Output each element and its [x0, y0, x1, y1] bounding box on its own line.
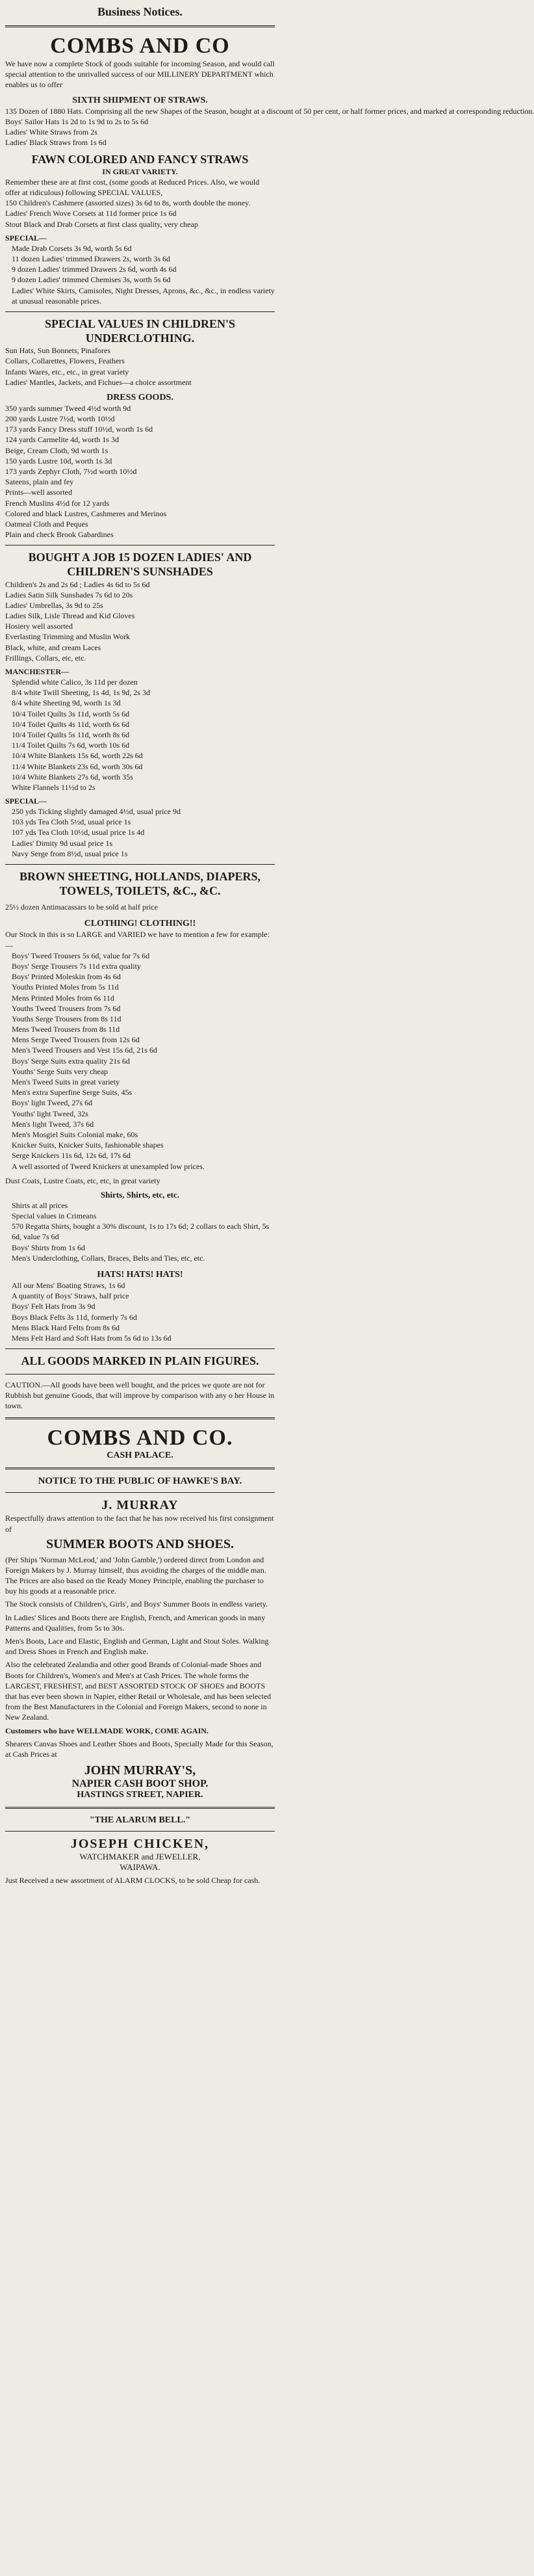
- cloth-line-11: Boys' Serge Suits extra quality 21s 6d: [12, 1056, 130, 1066]
- divider-10: [5, 1831, 275, 1832]
- man-line-10: 10/4 White Blankets 27s 6d, worth 35s: [12, 772, 133, 782]
- murray-intro: Respectfully draws attention to the fact that he has now received his first consignment of: [5, 1514, 274, 1534]
- dress-line-13: Plain and check Brook Gabardines: [5, 530, 114, 540]
- cloth-line-6: Youths Tweed Trousers from 7s 6d: [12, 1003, 121, 1013]
- top-divider: [5, 25, 275, 27]
- notice-line-3: In Ladies' Slices and Boots there are English, French, and American goods in many Patterns and Qualities, from 5s to 30s.: [5, 1612, 266, 1633]
- notice-heading: NOTICE TO THE PUBLIC OF HAWKE'S BAY.: [38, 1476, 242, 1487]
- chicken-note: Just Received a new assortment of ALARM CLOCKS, to be sold Cheap for cash.: [5, 1876, 261, 1886]
- man-line-9: 11/4 White Blankets 23s 6d, worth 30s 6d: [12, 761, 143, 771]
- job-list: [5, 579, 275, 664]
- cloth-line-3: Boys' Printed Moleskin from 4s 6d: [12, 972, 121, 982]
- dress-line-10: French Muslins 4½d for 12 yards: [5, 498, 109, 508]
- clothing-intro: Our Stock in this is so LARGE and VARIED we have to mention a few for example:—: [5, 930, 270, 950]
- man-line-8: 10/4 White Blankets 15s 6d, worth 22s 6d: [12, 751, 143, 761]
- cloth-line-4: Youths Printed Moles from 5s 11d: [12, 982, 119, 992]
- notice-section: [5, 1476, 275, 1800]
- clothing-title: CLOTHING! CLOTHING!!: [84, 919, 196, 929]
- dress-title: DRESS GOODS.: [107, 392, 173, 402]
- fawn-sub: IN GREAT VARIETY.: [102, 166, 178, 176]
- job-line-2: Ladies Satin Silk Sunshades 7s 6d to 20s: [5, 590, 133, 599]
- notice-line-6: Customers who have WELLMADE WORK, COME AGAIN.: [5, 1726, 209, 1735]
- cloth-line-8: Mens Tweed Trousers from 8s 11d: [12, 1025, 120, 1034]
- straw-line-4: Ladies' Black Straws from 1s 6d: [5, 138, 107, 148]
- cloth-line-5: Mens Printed Moles from 6s 11d: [12, 993, 114, 1003]
- cloth-line-16: Youths' light Tweed, 32s: [12, 1109, 88, 1118]
- notice-line-4: Men's Boots, Lace and Elastic, English and German, Light and Stout Soles. Walking and Dress Shoes in French and English make.: [5, 1636, 269, 1657]
- fawn-line-4: Stout Black and Drab Corsets at first class quality, very cheap: [5, 219, 198, 229]
- divider-1: [5, 311, 275, 312]
- special2-line-4: Ladies' Dimity 9d usual price 1s: [12, 838, 113, 848]
- chicken-name: JOSEPH CHICKEN,: [70, 1837, 210, 1852]
- marked-heading: ALL GOODS MARKED IN PLAIN FIGURES.: [21, 1354, 259, 1368]
- underclothing-heading: SPECIAL VALUES IN CHILDREN'S UNDERCLOTHING.: [45, 317, 235, 345]
- hat-line-4: Boys Black Felts 3s 11d, formerly 7s 6d: [12, 1312, 137, 1322]
- special-line-2: 11 dozen Ladies' trimmed Drawers 2s, worth 3s 6d: [12, 254, 170, 264]
- coats-line: Dust Coats, Lustre Coats, etc, etc, in great variety: [5, 1176, 160, 1185]
- clothing-list: [5, 951, 275, 1172]
- job-line-4: Ladies Silk, Lisle Thread and Kid Gloves: [5, 611, 135, 621]
- combs-title: COMBS AND CO: [50, 34, 230, 58]
- job-line-8: Frillings, Collars, etc, etc.: [5, 653, 86, 663]
- dress-line-11: Colored and black Lustres, Cashmeres and Merinos: [5, 508, 167, 518]
- dress-list: [5, 403, 275, 540]
- hat-line-2: A quantity of Boys' Straws, half price: [12, 1291, 129, 1301]
- cloth-line-21: A well assorted of Tweed Knickers at unexampled low prices.: [12, 1161, 205, 1171]
- hat-line-6: Mens Felt Hard and Soft Hats from 5s 6d to 13s 6d: [12, 1333, 172, 1343]
- combs-ad-top: [5, 34, 534, 306]
- special-list-2: [5, 806, 275, 859]
- cloth-line-14: Men's extra Superfine Serge Suits, 45s: [12, 1088, 133, 1097]
- cloth-line-15: Boys' light Tweed, 27s 6d: [12, 1098, 93, 1108]
- special-line-5: Ladies' White Skirts, Camisoles, Night Dresses, Aprons, &c., &c., in endless variety at unusual reasonable prices.: [12, 285, 275, 306]
- hat-line-3: Boys' Felt Hats from 3s 9d: [12, 1302, 95, 1311]
- special2-line-5: Navy Serge from 8½d, usual price 1s: [12, 848, 128, 858]
- man-line-3: 8/4 white Sheeting 9d, worth 1s 3d: [12, 698, 121, 708]
- man-line-6: 10/4 Toilet Quilts 5s 11d, worth 8s 6d: [12, 729, 130, 739]
- straw-line-2: Boys' Sailor Hats 1s 2d to 1s 9d to 2s to 5s 6d: [5, 116, 149, 126]
- shirts-list: [5, 1200, 275, 1263]
- man-line-4: 10/4 Toilet Quilts 3s 11d, worth 5s 6d: [12, 709, 130, 718]
- dress-line-3: 173 yards Fancy Dress stuff 10½d, worth 1s 6d: [5, 425, 153, 434]
- man-line-7: 11/4 Toilet Quilts 7s 6d, worth 10s 6d: [12, 741, 130, 750]
- special2-line-3: 107 yds Tea Cloth 10½d, usual price 1s 4d: [12, 828, 145, 837]
- dress-line-5: Beige, Cream Cloth, 9d worth 1s: [5, 445, 108, 455]
- man-line-5: 10/4 Toilet Quilts 4s 11d, worth 6s 6d: [12, 719, 130, 729]
- job-line-1: Children's 2s and 2s 6d ; Ladies 4s 6d to 5s 6d: [5, 579, 150, 589]
- alarum-section: [5, 1815, 275, 1886]
- sheeting-section: [5, 870, 275, 1411]
- shirt-line-2: Special values in Crimeans: [12, 1211, 97, 1221]
- straw-line-3: Ladies' White Straws from 2s: [5, 127, 97, 137]
- notice-closing: Shearers Canvas Shoes and Leather Shoes and Boots, Specially Made for this Season, at Cash Prices at: [5, 1739, 273, 1759]
- caution-text: CAUTION.—All goods have been well bought, and the prices we quote are not for Rubbish but genuine Goods, that will improve by comparison with any o her House in town.: [5, 1380, 275, 1411]
- fawn-line-3: Ladies' French Wove Corsets at 11d former price 1s 6d: [5, 209, 177, 218]
- under-line-1: Sun Hats, Sun Bonnets, Pinafores: [5, 346, 110, 356]
- hats-list: [5, 1280, 275, 1343]
- cloth-line-13: Men's Tweed Suits in great variety: [12, 1077, 120, 1087]
- fawn-heading: FAWN COLORED AND FANCY STRAWS: [31, 153, 249, 166]
- hat-line-5: Mens Black Hard Felts from 8s 6d: [12, 1322, 120, 1332]
- divider-6: [5, 1417, 275, 1419]
- dress-line-9: Prints—well assorted: [5, 488, 72, 497]
- straws-list: [5, 106, 534, 148]
- cloth-line-10: Men's Tweed Trousers and Vest 15s 6d, 21s 6d: [12, 1045, 157, 1055]
- manchester-list: [5, 677, 275, 793]
- divider-4: [5, 1348, 275, 1349]
- fawn-line-2: 150 Children's Cashmere (assorted sizes) 3s 6d to 8s, worth double the money.: [5, 198, 251, 208]
- job-line-3: Ladies' Umbrellas, 3s 9d to 25s: [5, 600, 103, 610]
- dress-line-2: 200 yards Lustre 7½d, worth 10½d: [5, 414, 115, 424]
- antimacassar-note: 25½ dozen Antimacassars to be sold at half price: [5, 902, 158, 912]
- divider-7: [5, 1467, 275, 1469]
- dress-line-6: 150 yards Lustre 10d, worth 1s 3d: [5, 456, 112, 466]
- cloth-line-20: Serge Knickers 11s 6d, 12s 6d, 17s 6d: [12, 1151, 131, 1161]
- dress-line-4: 124 yards Carmelite 4d, worth 1s 3d: [5, 435, 119, 445]
- shirts-title: Shirts, Shirts, etc, etc.: [101, 1189, 179, 1200]
- notice-line-5: Also the celebrated Zealandia and other good Brands of Colonial-made Shoes and Boots for Children's, Women's and Men's at Cash Prices. The whole forms the LARGEST, FRESHEST, and BEST ASSORTED STOCK OF SHOES and BOOTS that has ever been shown in Napier, either Retail or Wholesale, and has been selected from the Best Manufacturers in the Colonial and Foreign Makers, second to none in New Zealand.: [5, 1660, 272, 1722]
- special2-line-2: 103 yds Tea Cloth 5½d, usual price 1s: [12, 817, 131, 827]
- fawn-line-1: Remember these are at first cost, (some goods at Reduced Prices. Also, we would offer at ridiculous) following SPECIAL VALUES,: [5, 177, 260, 198]
- store-street: HASTINGS STREET, NAPIER.: [77, 1790, 203, 1800]
- sheeting-heading: BROWN SHEETING, HOLLANDS, DIAPERS, TOWELS, TOILETS, &C., &C.: [19, 870, 261, 897]
- job-section: [5, 551, 275, 859]
- cloth-line-1: Boys' Tweed Trousers 5s 6d, value for 7s 6d: [12, 951, 150, 960]
- chicken-trade: WATCHMAKER and JEWELLER,: [79, 1852, 201, 1862]
- hats-title: HATS! HATS! HATS!: [97, 1270, 183, 1280]
- job-line-5: Hosiery well assorted: [5, 622, 73, 631]
- special-line-3: 9 dozen Ladies' trimmed Drawers 2s 6d, worth 4s 6d: [12, 265, 177, 274]
- cash-palace: CASH PALACE.: [107, 1451, 173, 1461]
- shirt-line-4: Boys' Shirts from 1s 6d: [12, 1242, 85, 1252]
- divider-9: [5, 1807, 275, 1809]
- divider-8: [5, 1492, 275, 1493]
- cloth-line-2: Boys' Serge Trousers 7s 11d extra quality: [12, 961, 141, 971]
- job-line-6: Everlasting Trimming and Muslin Work: [5, 632, 131, 642]
- cloth-line-19: Knicker Suits, Knicker Suits, fashionable shapes: [12, 1140, 164, 1150]
- man-line-11: White Flannels 11½d to 2s: [12, 782, 95, 792]
- summer-title: SUMMER BOOTS AND SHOES.: [46, 1536, 234, 1551]
- special-list-1: [5, 243, 275, 306]
- divider-3: [5, 864, 275, 865]
- shirt-line-1: Shirts at all prices: [12, 1200, 68, 1210]
- cloth-line-7: Youths Serge Trousers from 8s 11d: [12, 1014, 121, 1023]
- notice-paragraphs: [5, 1555, 275, 1736]
- notice-line-2: The Stock consists of Children's, Girls', and Boys' Summer Boots in endless variety.: [5, 1599, 268, 1609]
- straws-title: SIXTH SHIPMENT OF STRAWS.: [72, 95, 208, 105]
- alarum-quote: "THE ALARUM BELL.": [89, 1815, 191, 1826]
- underclothing-list: [5, 345, 275, 388]
- special-line-1: Made Drab Corsets 3s 9d, worth 5s 6d: [12, 243, 132, 253]
- cloth-line-18: Men's Mosgiel Suits Colonial make, 60s: [12, 1129, 138, 1139]
- murray-name: J. MURRAY: [101, 1498, 179, 1513]
- man-line-1: Splendid white Calico, 3s 11d per dozen: [12, 677, 138, 687]
- special-line-4: 9 dozen Ladies' trimmed Chemises 3s, worth 5s 6d: [12, 275, 171, 285]
- store-line: NAPIER CASH BOOT SHOP.: [71, 1778, 209, 1790]
- dress-line-7: 173 yards Zephyr Cloth, 7½d worth 10½d: [5, 467, 137, 477]
- manchester-label: MANCHESTER—: [5, 667, 70, 677]
- under-line-3: Infants Wares, etc., etc., in great variety: [5, 367, 129, 376]
- cloth-line-12: Youths' Serge Suits very cheap: [12, 1066, 108, 1076]
- cloth-line-17: Men's light Tweed, 37s 6d: [12, 1119, 94, 1129]
- fawn-list: [5, 177, 275, 230]
- under-line-2: Collars, Collarettes, Flowers, Feathers: [5, 356, 125, 366]
- notice-line-1: (Per Ships 'Norman McLeod,' and 'John Gamble,') ordered direct from London and Foreign Makers by J. Murray himself, thus avoiding the charges of the middle man. The Prices are also based on the Ready Money Principle, enabling the purchaser to buy his goods at a reasonable price.: [5, 1555, 266, 1596]
- shirt-line-3: 570 Regatta Shirts, bought a 30% discount, 1s to 17s 6d; 2 collars to each Shirt, 5s 6d, value 7s 6d: [12, 1222, 270, 1242]
- underclothing-section: [5, 317, 275, 540]
- combs-ad-bottom: [5, 1426, 275, 1461]
- job-heading: BOUGHT A JOB 15 DOZEN LADIES' AND CHILDREN'S SUNSHADES: [28, 551, 252, 578]
- straw-line-1: 135 Dozen of 1880 Hats. Comprising all the new Shapes of the Season, bought at a discount of 50 per cent, or half former prices, and marked at corresponding reduction.: [5, 106, 534, 116]
- hat-line-1: All our Mens' Boating Straws, 1s 6d: [12, 1281, 125, 1291]
- special-label-1: SPECIAL—: [5, 233, 47, 243]
- special2-line-1: 250 yds Ticking slightly damaged 4½d, usual price 9d: [12, 807, 181, 817]
- dress-line-12: Oatmeal Cloth and Peques: [5, 519, 88, 529]
- under-line-4: Ladies' Mantles, Jackets, and Fichues—a choice assortment: [5, 377, 192, 387]
- combs-bottom-title: COMBS AND CO.: [47, 1426, 233, 1451]
- job-line-7: Black, white, and cream Laces: [5, 642, 101, 652]
- dress-line-1: 350 yards summer Tweed 4½d worth 9d: [5, 403, 131, 413]
- cloth-line-9: Mens Serge Tweed Trousers from 12s 6d: [12, 1035, 140, 1045]
- shirt-line-5: Men's Underclothing, Collars, Braces, Belts and Ties, etc, etc.: [12, 1253, 205, 1263]
- column-title: Business Notices.: [97, 5, 183, 18]
- special-label-2: SPECIAL—: [5, 796, 47, 806]
- chicken-town: WAIPAWA.: [120, 1862, 160, 1873]
- intro-paragraph: We have now a complete Stock of goods suitable for incoming Season, and would call special attention to the unrivalled success of our MILLINERY DEPARTMENT which enables us to offer: [5, 59, 275, 90]
- store-name: JOHN MURRAY'S,: [84, 1763, 196, 1778]
- man-line-2: 8/4 white Twill Sheeting, 1s 4d, 1s 9d, 2s 3d: [12, 688, 150, 698]
- dress-line-8: Sateens, plain and fey: [5, 477, 74, 487]
